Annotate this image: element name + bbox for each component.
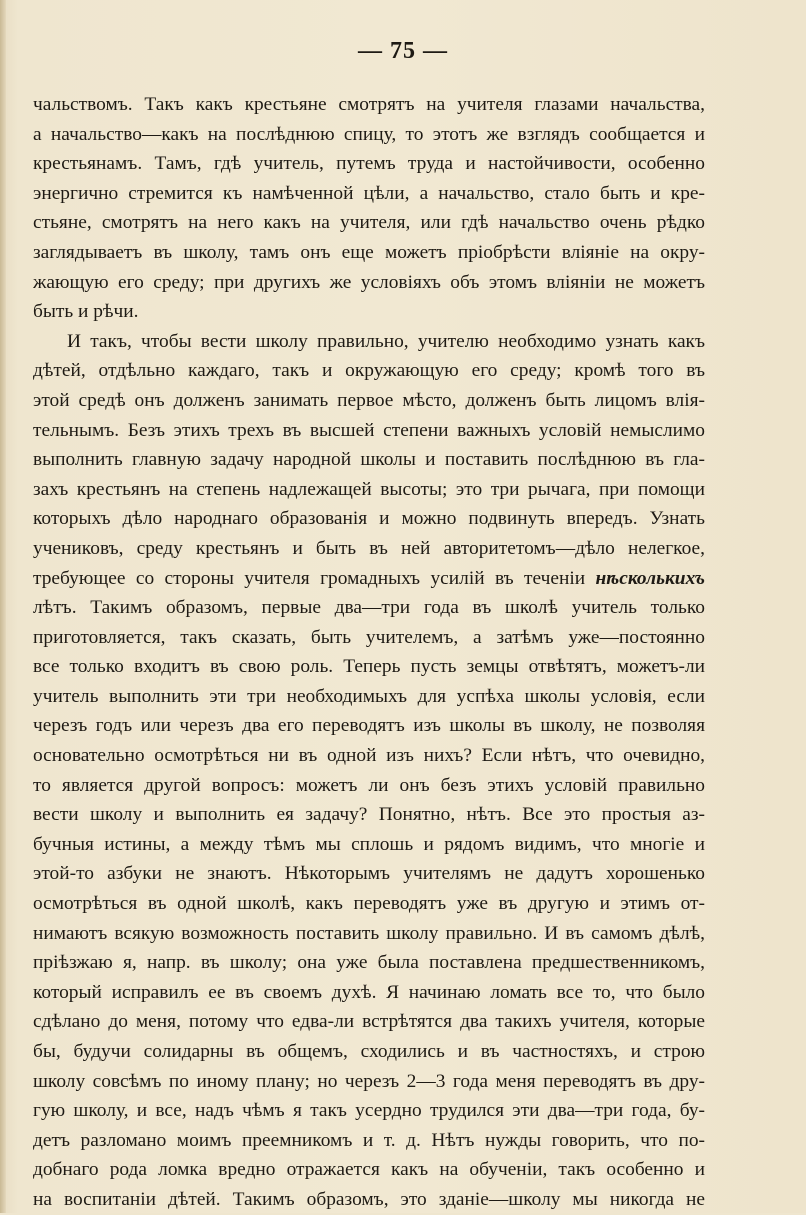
text-line: а начальство—какъ на послѣднюю спицу, то этотъ же взглядъ сообщается и (33, 123, 705, 145)
text-line: на воспитаніи дѣтей. Такимъ образомъ, это зданіе—школу мы никогда не (33, 1188, 705, 1210)
text-line: все только входитъ въ свою роль. Теперь пусть земцы отвѣтятъ, можетъ-ли (33, 656, 705, 678)
text-line: бучныя истины, а между тѣмъ мы сплошь и рядомъ видимъ, что многіе и (33, 833, 705, 855)
text-line: быть и рѣчи. (33, 301, 139, 323)
text-line: приготовляется, такъ сказать, быть учителемъ, а затѣмъ уже—постоянно (33, 626, 705, 648)
text-line: то является другой вопросъ: можетъ ли онъ безъ этихъ условій правильно (33, 774, 705, 796)
text-line: которыхъ дѣло народнаго образованія и можно подвинуть впередъ. Узнать (33, 508, 705, 530)
text-line: И такъ, чтобы вести школу правильно, учителю необходимо узнать какъ (67, 330, 705, 352)
text-line: захъ крестьянъ на степень надлежащей высоты; это три рычага, при помощи (33, 478, 705, 500)
text-line: бы, будучи солидарны въ общемъ, сходились и въ частностяхъ, и строю (33, 1041, 705, 1062)
text-line: лѣтъ. Такимъ образомъ, первые два—три года въ школѣ учитель только (33, 597, 705, 619)
text-fragment: требующее со стороны учителя громадныхъ усилій въ теченіи (33, 567, 586, 589)
page-number: — 75 — (358, 38, 448, 64)
text-line: основательно осмотрѣться ни въ одной изъ нихъ? Если нѣтъ, что очевидно, (33, 745, 705, 767)
page-edge (0, 0, 6, 1213)
text-line: выполнить главную задачу народной школы и поставить послѣднюю въ гла- (33, 449, 705, 471)
text-line: крестьянамъ. Тамъ, гдѣ учитель, путемъ труда и настойчивости, особенно (33, 153, 705, 175)
text-line: чальствомъ. Такъ какъ крестьяне смотрятъ на учителя глазами начальства, (33, 94, 705, 115)
text-line: школу совсѣмъ по иному плану; но черезъ 2—3 года меня переводятъ въ дру- (33, 1070, 705, 1092)
body-text (33, 90, 705, 1215)
text-line-with-emphasis (33, 564, 705, 594)
text-line: дѣтей, отдѣльно каждаго, такъ и окружающую его среду; кромѣ того въ (33, 360, 705, 382)
emphasized-word: нѣсколькихъ (595, 567, 705, 589)
text-line: вести школу и выполнить ея задачу? Понятно, нѣтъ. Все это простыя аз- (33, 804, 705, 826)
text-line: этой-то азбуки не знаютъ. Нѣкоторымъ учителямъ не дадутъ хорошенько (33, 863, 705, 885)
text-line: сдѣлано до меня, потому что едва-ли встрѣтятся два такихъ учителя, которые (33, 1011, 705, 1033)
text-line: детъ разломано моимъ преемникомъ и т. д. Нѣтъ нужды говорить, что по- (33, 1129, 705, 1151)
text-line: жающую его среду; при другихъ же условіяхъ объ этомъ вліяніи не можетъ (33, 271, 705, 293)
text-line: энергично стремится къ намѣченной цѣли, а начальство, стало быть и кре- (33, 182, 705, 204)
text-line: гую школу, и все, надъ чѣмъ я такъ усердно трудился эти два—три года, бу- (33, 1100, 705, 1122)
text-line: заглядываетъ въ школу, тамъ онъ еще можетъ пріобрѣсти вліяніе на окру- (33, 241, 705, 263)
text-line: добнаго рода ломка вредно отражается какъ на обученіи, такъ особенно и (33, 1159, 705, 1181)
text-line: нимаютъ всякую возможность поставить школу правильно. И въ самомъ дѣлѣ, (33, 922, 705, 944)
text-line: черезъ годъ или черезъ два его переводятъ изъ школы въ школу, не позволяя (33, 715, 705, 737)
text-line: учитель выполнить эти три необходимыхъ для успѣха школы условія, если (33, 685, 705, 707)
text-line: учениковъ, среду крестьянъ и быть въ ней авторитетомъ—дѣло нелегкое, (33, 537, 705, 559)
text-line: пріѣзжаю я, напр. въ школу; она уже была поставлена предшественникомъ, (33, 952, 705, 974)
text-line: тельнымъ. Безъ этихъ трехъ въ высшей степени важныхъ условій немыслимо (33, 419, 705, 441)
text-line: который исправилъ ее въ своемъ духѣ. Я начинаю ломать все то, что было (33, 981, 705, 1003)
text-line: этой средѣ онъ долженъ занимать первое мѣсто, долженъ быть лицомъ влія- (33, 389, 705, 411)
text-line: осмотрѣться въ одной школѣ, какъ переводятъ уже въ другую и этимъ от- (33, 893, 705, 915)
text-line: стьяне, смотрятъ на него какъ на учителя, или гдѣ начальство очень рѣдко (33, 212, 705, 234)
